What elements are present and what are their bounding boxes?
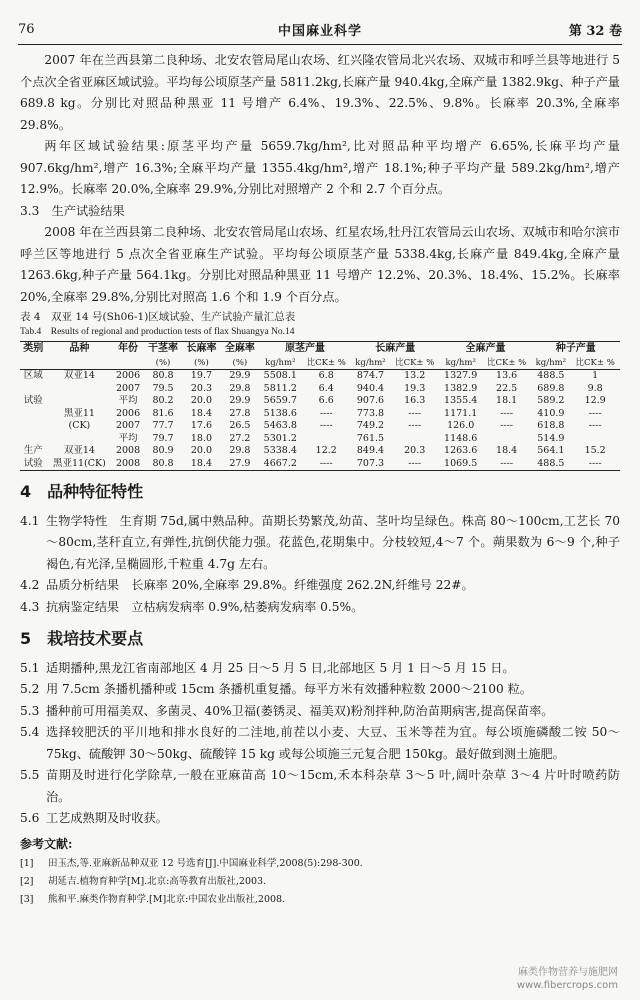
table-row bbox=[20, 383, 620, 396]
watermark-cn: 麻类作物营养与施肥网 bbox=[518, 967, 618, 978]
table-cell: 488.5 bbox=[531, 458, 570, 471]
table-cell: 26.5 bbox=[229, 420, 251, 431]
item-number: 4.1 bbox=[20, 513, 40, 528]
table-caption-en: Tab.4 Results of regional and production tests of flax Shuangya No.14 bbox=[20, 327, 295, 337]
table-cell: 19.3 bbox=[404, 382, 426, 394]
table-cell: 514.9 bbox=[537, 432, 565, 444]
journal-title: 中国麻业科学 bbox=[277, 24, 362, 39]
table-cell: 488.5 bbox=[537, 370, 565, 381]
table-cell: ---- bbox=[408, 407, 422, 419]
table-cell: 29.9 bbox=[229, 395, 251, 406]
table-cell: ---- bbox=[500, 407, 514, 419]
table-cell: 1263.6 bbox=[444, 445, 478, 456]
table-cell: 79.7 bbox=[152, 432, 174, 444]
item-number: 5.1 bbox=[20, 660, 40, 675]
table-cell: 761.5 bbox=[356, 432, 385, 444]
item-number: 5.5 bbox=[20, 768, 40, 782]
table-cell: 试验 bbox=[23, 395, 43, 406]
table-cell: 1382.9 bbox=[444, 382, 478, 394]
item-text: 选择较肥沃的平川地和排水良好的二洼地,前茬以小麦、大豆、玉米等茬为宜。每公顷施磷酸二铵 50～75kg、硫酸钾 30～50kg、硫酸锌 15 kg 或每公顷施三元复合肥 150kg。最好做到测土施肥。 bbox=[46, 725, 620, 761]
section-3-3-title: 3.3 生产试验结果 bbox=[20, 203, 125, 218]
table-cell: 707.3 bbox=[351, 458, 390, 471]
reference-entry bbox=[20, 891, 620, 909]
table-cell: 2007 bbox=[115, 420, 141, 431]
table-cell: 2008 bbox=[112, 458, 143, 471]
item-text: 品质分析结果 长麻率 20%,全麻率 29.8%。纤维强度 262.2N,纤维号 22#。 bbox=[46, 578, 474, 592]
table-cell: 29.8 bbox=[229, 382, 251, 394]
reference-number: [2] bbox=[20, 876, 34, 887]
table-cell: 19.7 bbox=[190, 370, 213, 381]
col-dry-stem-rate: 干茎率 bbox=[144, 342, 182, 357]
table-cell: 双亚14 bbox=[63, 370, 95, 381]
table-cell: 1327.9 bbox=[444, 370, 478, 381]
table-cell: (CK) bbox=[68, 420, 91, 431]
table-cell: ---- bbox=[500, 420, 514, 431]
table-cell: 区域 bbox=[23, 370, 43, 381]
col-year: 年份 bbox=[112, 342, 143, 357]
table-cell: 16.3 bbox=[404, 395, 426, 406]
table-cell: 17.6 bbox=[190, 420, 213, 431]
unit-pct: (%) bbox=[182, 357, 220, 370]
unit-kg: kg/hm² bbox=[440, 357, 482, 370]
table-row bbox=[20, 395, 620, 408]
article-body bbox=[20, 50, 620, 909]
section-4-title: 4 品种特征特性 bbox=[20, 482, 144, 501]
col-category: 类别 bbox=[20, 342, 46, 357]
table-cell: 27.8 bbox=[229, 407, 251, 419]
item-number: 5.2 bbox=[20, 682, 40, 696]
item-number: 4.2 bbox=[20, 578, 40, 592]
table-cell: 81.6 bbox=[152, 407, 174, 419]
table-cell: 773.8 bbox=[356, 407, 385, 419]
item-text: 用 7.5cm 条播机播种或 15cm 条播机重复播。每平方米有效播种粒数 2000～2100 粒。 bbox=[46, 682, 532, 696]
watermark bbox=[517, 966, 618, 992]
table-cell: 12.9 bbox=[584, 395, 606, 406]
table-cell: 黑亚11 bbox=[63, 407, 95, 419]
table-cell: 29.8 bbox=[229, 445, 251, 456]
item-number: 4.3 bbox=[20, 599, 40, 614]
col-total-fiber-rate: 全麻率 bbox=[221, 342, 259, 357]
reference-entry bbox=[20, 855, 620, 873]
section-4-item bbox=[20, 575, 620, 597]
table-cell: ---- bbox=[588, 420, 602, 431]
regional-trial-result-paragraph: 两年区域试验结果:原茎平均产量 5659.7kg/hm²,比对照品种平均增产 6.65%,长麻平均产量 907.6kg/hm²,增产 16.3%;全麻平均产量 1355.4kg/hm²,增产 18.1%;种子平均产量 589.2kg/hm²,增产 12.9%。长麻率 20.0%,全麻率 29.9%,分别比对照增产 2 个和 2.7 个百分点。 bbox=[20, 139, 620, 196]
unit-ck: 比CK± % bbox=[570, 357, 620, 370]
table-cell: 689.8 bbox=[537, 382, 565, 394]
table-row bbox=[20, 445, 620, 458]
table-cell: 5463.8 bbox=[263, 420, 297, 431]
table-cell: 13.6 bbox=[496, 370, 518, 381]
table-cell: 15.2 bbox=[584, 445, 606, 456]
table-cell: 2006 bbox=[115, 407, 141, 419]
section-5-item bbox=[20, 679, 620, 701]
table-cell: 410.9 bbox=[537, 407, 565, 419]
table-row bbox=[20, 433, 620, 446]
section-5-title: 5 栽培技术要点 bbox=[20, 629, 144, 648]
table-row bbox=[20, 458, 620, 471]
table-cell: 6.4 bbox=[318, 382, 334, 394]
table-cell: 1148.6 bbox=[444, 432, 478, 444]
table-cell: 1355.4 bbox=[444, 395, 478, 406]
item-number: 5.3 bbox=[20, 703, 40, 718]
item-text: 播种前可用福美双、多菌灵、40%卫福(萎锈灵、福美双)粉剂拌种,防治苗期病害,提高保苗率。 bbox=[46, 703, 554, 718]
table-cell: 5301.2 bbox=[263, 432, 297, 444]
unit-kg: kg/hm² bbox=[531, 357, 570, 370]
reference-number: [1] bbox=[20, 858, 34, 869]
table-cell: 5138.6 bbox=[263, 407, 297, 419]
table-cell: 27.2 bbox=[229, 432, 251, 444]
table-cell: 18.0 bbox=[190, 432, 213, 444]
table-cell: 生产 bbox=[23, 445, 43, 456]
table-cell: 749.2 bbox=[356, 420, 385, 431]
col-straw-yield: 原茎产量 bbox=[259, 342, 351, 357]
table-cell bbox=[20, 383, 46, 396]
col-long-fiber-yield: 长麻产量 bbox=[351, 342, 439, 357]
unit-pct: (%) bbox=[221, 357, 259, 370]
item-text: 工艺成熟期及时收获。 bbox=[46, 811, 168, 825]
page-number: 76 bbox=[18, 22, 35, 37]
table-cell: 29.9 bbox=[229, 370, 251, 381]
header-rule bbox=[18, 44, 622, 45]
table-cell: ---- bbox=[482, 458, 532, 471]
table-cell: 589.2 bbox=[537, 395, 565, 406]
table-row bbox=[20, 408, 620, 421]
table-cell: 20.0 bbox=[190, 395, 213, 406]
table-cell: 平均 bbox=[118, 432, 138, 444]
table-cell: 618.8 bbox=[537, 420, 565, 431]
table-cell: 874.7 bbox=[356, 370, 385, 381]
table-cell bbox=[46, 395, 112, 408]
volume-label: 第 32 卷 bbox=[568, 24, 622, 39]
table-cell bbox=[20, 420, 46, 433]
item-number: 5.6 bbox=[20, 811, 40, 825]
table-cell bbox=[46, 383, 112, 396]
section-5-item bbox=[20, 765, 620, 808]
table-cell: 849.4 bbox=[356, 445, 385, 456]
table-cell: 77.7 bbox=[152, 420, 174, 431]
reference-number: [3] bbox=[20, 894, 34, 905]
table-cell: 1171.1 bbox=[444, 407, 478, 419]
unit-ck: 比CK± % bbox=[482, 357, 532, 370]
running-header bbox=[18, 18, 622, 40]
col-variety: 品种 bbox=[46, 342, 112, 357]
table-cell: 18.1 bbox=[496, 395, 518, 406]
table-cell: 80.2 bbox=[152, 395, 174, 406]
table-cell: 6.6 bbox=[318, 395, 334, 406]
reference-text: 田玉杰,等.亚麻新品种双亚 12 号选育[J].中国麻业科学,2008(5):298-300. bbox=[48, 858, 363, 869]
table-cell bbox=[570, 433, 620, 446]
table-cell: 80.9 bbox=[152, 445, 174, 456]
table-cell: 126.0 bbox=[447, 420, 475, 431]
table-cell: 20.3 bbox=[404, 445, 426, 456]
reference-entry bbox=[20, 873, 620, 891]
table-cell: ---- bbox=[570, 458, 620, 471]
table-cell: 20.3 bbox=[190, 382, 213, 394]
references-title: 参考文献: bbox=[20, 836, 73, 851]
table-cell: ---- bbox=[390, 458, 440, 471]
section-5-list bbox=[20, 658, 620, 830]
table-cell bbox=[46, 433, 112, 446]
section-5-item bbox=[20, 722, 620, 765]
table-caption-cn: 表 4 双亚 14 号(Sh06-1)区域试验、生产试验产量汇总表 bbox=[20, 311, 296, 323]
table-cell: 12.2 bbox=[315, 445, 337, 456]
table-cell: ---- bbox=[301, 458, 351, 471]
table-cell: 2008 bbox=[115, 445, 141, 456]
table-cell: 18.4 bbox=[182, 458, 220, 471]
watermark-url: www.fibercrops.com bbox=[516, 980, 618, 991]
table-row bbox=[20, 370, 620, 383]
table-cell bbox=[390, 433, 440, 446]
table-cell: 18.4 bbox=[496, 445, 518, 456]
col-long-fiber-rate: 长麻率 bbox=[182, 342, 220, 357]
unit-ck: 比CK± % bbox=[390, 357, 440, 370]
table-cell: 20.0 bbox=[190, 445, 213, 456]
table-cell: 907.6 bbox=[356, 395, 385, 406]
table-cell: 27.9 bbox=[221, 458, 259, 471]
table-cell: 2007 bbox=[115, 382, 141, 394]
item-number: 5.4 bbox=[20, 725, 40, 739]
section-4-list bbox=[20, 511, 620, 619]
table-cell: 试验 bbox=[20, 458, 46, 471]
table-row bbox=[20, 420, 620, 433]
reference-text: 胡延吉.植物育种学[M].北京:高等教育出版社,2003. bbox=[48, 876, 267, 887]
section-4-item bbox=[20, 511, 620, 576]
table-cell: 22.5 bbox=[496, 382, 518, 394]
table-cell: 2006 bbox=[115, 370, 141, 381]
item-text: 生物学特性 生育期 75d,属中熟品种。苗期长势繁茂,幼苗、茎叶均呈绿色。株高 80～100cm,工艺长 70～80cm,茎秆直立,有弹性,抗倒伏能力强。花蓝色,花期集中。分枝较短,4～7 个。蒴果数为 6～9 个,种子褐色,有光泽,呈椭圆形,千粒重 4.7g 左右。 bbox=[46, 513, 620, 571]
unit-kg: kg/hm² bbox=[351, 357, 390, 370]
table-cell bbox=[482, 433, 532, 446]
table-cell: 1069.5 bbox=[440, 458, 482, 471]
table-cell: 80.8 bbox=[144, 458, 182, 471]
table-cell: ---- bbox=[588, 407, 602, 419]
regional-trial-paragraph: 2007 年在兰西县第二良种场、北安农管局尾山农场、红兴隆农管局北兴农场、双城市和呼兰县等地进行 5 个点次全省亚麻区域试验。平均每公顷原茎产量 5811.2kg,长麻产量 940.4kg,全麻产量 1382.9kg、种子产量 689.8 kg。分别比对照品种黑亚 11 号增产 6.4%、19.3%、22.5%、9.8%。长麻率 20.3%,全麻率 29.8%。 bbox=[20, 53, 620, 132]
table-cell: 5811.2 bbox=[263, 382, 297, 394]
table-cell: 80.8 bbox=[152, 370, 174, 381]
production-trial-paragraph: 2008 年在兰西县第二良种场、北安农管局尾山农场、红星农场,牡丹江农管局云山农场、双城市和哈尔滨市呼兰区等地进行 5 点次全省亚麻生产试验。平均每公顷原茎产量 5338.4kg,长麻产量 849.4kg,全麻产量 1263.6kg,种子产量 564.1kg。分别比对照品种黑亚 11 号增产 12.2%、20.3%、18.4%、15.2%。长麻率 20%,全麻率 29.8%,分别比对照高 1.6 个和 1.9 个百分点。 bbox=[20, 225, 620, 304]
table-cell: 5338.4 bbox=[263, 445, 297, 456]
table-cell: ---- bbox=[408, 420, 422, 431]
table-cell: ---- bbox=[319, 407, 333, 419]
references-list bbox=[20, 855, 620, 909]
table-cell: 5508.1 bbox=[263, 370, 297, 381]
table-cell: 18.4 bbox=[190, 407, 213, 419]
yield-summary-table bbox=[20, 341, 620, 471]
table-cell: 5659.7 bbox=[263, 395, 297, 406]
unit-kg: kg/hm² bbox=[259, 357, 301, 370]
section-5-item bbox=[20, 658, 620, 680]
section-4-item bbox=[20, 597, 620, 619]
table-cell: 940.4 bbox=[356, 382, 385, 394]
table-cell: 6.8 bbox=[318, 370, 334, 381]
unit-pct: (%) bbox=[144, 357, 182, 370]
table-cell: 平均 bbox=[118, 395, 138, 406]
table-cell: 79.5 bbox=[152, 382, 174, 394]
section-5-item bbox=[20, 701, 620, 723]
table-cell: 9.8 bbox=[587, 382, 603, 394]
table-cell: ---- bbox=[319, 420, 333, 431]
item-text: 苗期及时进行化学除草,一般在亚麻苗高 10～15cm,禾本科杂草 3～5 叶,阔叶杂草 3～4 片叶时喷药防治。 bbox=[46, 768, 620, 804]
table-cell: 13.2 bbox=[404, 370, 426, 381]
table-cell bbox=[20, 433, 46, 446]
item-text: 抗病鉴定结果 立枯病发病率 0.9%,枯萎病发病率 0.5%。 bbox=[46, 599, 364, 614]
table-body bbox=[20, 370, 620, 471]
table-cell: 4667.2 bbox=[259, 458, 301, 471]
table-cell bbox=[20, 408, 46, 421]
reference-text: 熊和平.麻类作物育种学.[M]北京:中国农业出版社,2008. bbox=[48, 894, 286, 905]
table-cell: 双亚14 bbox=[63, 445, 95, 456]
item-text: 适期播种,黑龙江省南部地区 4 月 25 日～5 月 5 日,北部地区 5 月 1 日～5 月 15 日。 bbox=[46, 660, 515, 675]
table-cell: 564.1 bbox=[537, 445, 565, 456]
unit-ck: 比CK± % bbox=[301, 357, 351, 370]
col-total-fiber-yield: 全麻产量 bbox=[440, 342, 532, 357]
table-cell bbox=[301, 433, 351, 446]
section-5-item bbox=[20, 808, 620, 830]
table-cell: 1 bbox=[592, 370, 599, 381]
table-cell: 黑亚11(CK) bbox=[46, 458, 112, 471]
col-seed-yield: 种子产量 bbox=[531, 342, 620, 357]
